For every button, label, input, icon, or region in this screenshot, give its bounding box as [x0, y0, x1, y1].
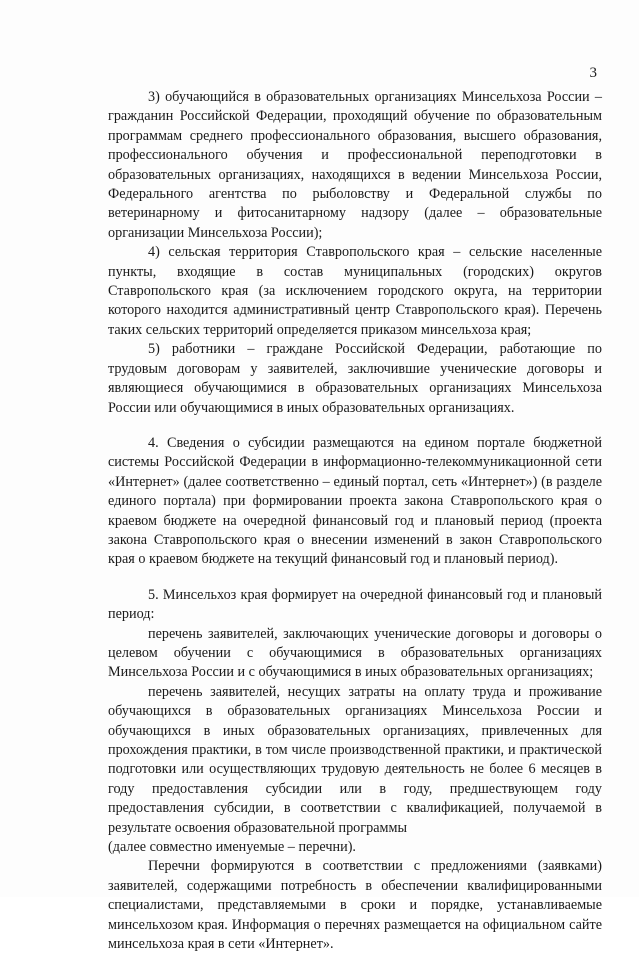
section-4-paragraph: 4. Сведения о субсидии размещаются на едином портале бюджетной системы Российской Федерации в информационно-телекоммуникационной сети «Интернет» (далее соответственно – единый портал, сеть «Интернет») (в разделе единого портала) при формировании проекта закона Ставропольского края о краевом бюджете на очередной финансовый год и плановый период (проекта закона Ставропольского края о внесении изменений в закон Ставропольского края о краевом бюджете на текущий финансовый год и плановый период). [108, 434, 602, 568]
paragraph-item-5: 5) работники – граждане Российской Федерации, работающие по трудовым договорам у заявителей, заключившие ученические договоры и являющиеся обучающимися в образовательных организациях Минсельхоза России или обучающимися в иных образовательных организациях. [108, 341, 602, 416]
spacer [108, 418, 602, 434]
joint-designation: (далее совместно именуемые – перечни). [108, 839, 356, 856]
list-item-applicants-contracts: перечень заявителей, заключающих ученические договоры и договоры о целевом обучении с обучающимися в образовательных организациях Минсельхоза России и с обучающимися в иных образовательных организациях; [108, 625, 602, 681]
spacer [108, 570, 602, 586]
paragraph-item-3: 3) обучающийся в образовательных организациях Минсельхоза России – гражданин Российской Федерации, проходящий обучение по образовательным программам среднего профессионального образования, высшего образования, профессионального обучения и профессиональной переподготовки в образовательных организациях, находящихся в ведении Минсельхоза России, Федерального агентства по рыболовству и Федеральной службы по ветеринарному и фитосанитарному надзору (далее – образовательные организации Минсельхоза России); [108, 89, 602, 241]
final-paragraph: Перечни формируются в соответствии с предложениями (заявками) заявителей, содержащими потребность в обеспечении квалифицированными специалистами, представляемыми в сроки и порядке, устанавливаемые минсельхозом края. Информация о перечнях размещается на официальном сайте минсельхоза края в сети «Интернет». [108, 858, 602, 953]
document-body [108, 88, 602, 954]
section-5-intro: 5. Минсельхоз края формирует на очередной финансовый год и плановый период: [108, 586, 602, 623]
list-item-applicants-costs: перечень заявителей, несущих затраты на оплату труда и проживание обучающихся в образовательных организациях Минсельхоза России и обучающихся в иных образовательных организациях, привлеченных для прохождения практики, в том числе производственной практики, и практической подготовки или осуществляющих трудовую деятельность не более 6 месяцев в году предоставления субсидии или в году, предшествующем году предоставления субсидии, в соответствии с квалификацией, получаемой в результате освоения образовательной программы [108, 683, 602, 836]
paragraph-item-4: 4) сельская территория Ставропольского края – сельские населенные пункты, входящие в состав муниципальных (городских) округов Ставропольского края (за исключением городского округа, на территории которого находится административный центр Ставропольского края). Перечень таких сельских территорий определяется приказом минсельхоза края; [108, 244, 602, 338]
page-number: 3 [589, 65, 597, 81]
